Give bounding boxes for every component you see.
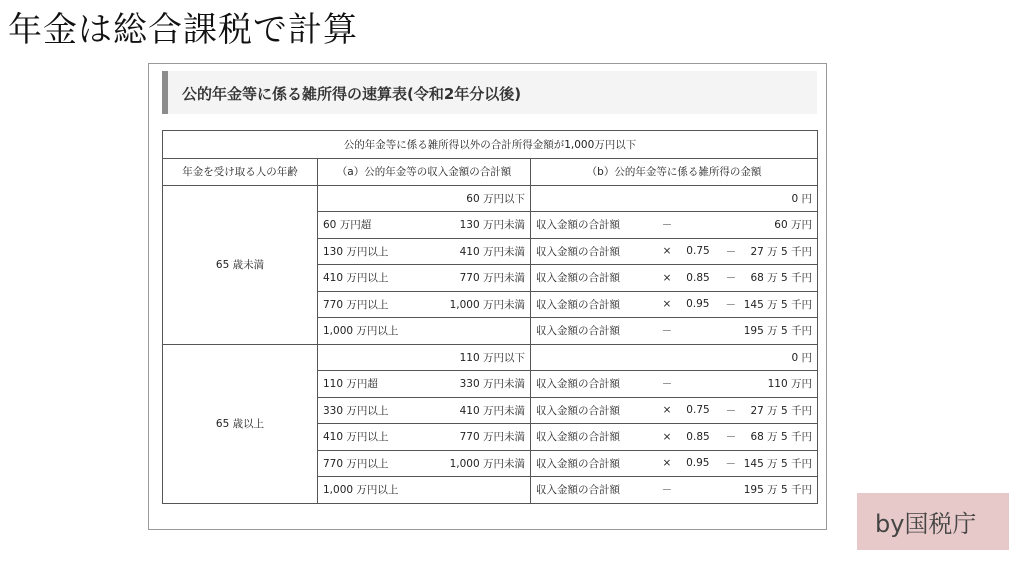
income-range-cell: [318, 291, 531, 318]
formula-label: 収入金額の合計額: [536, 298, 620, 311]
table-row: [163, 185, 818, 212]
misc-income-cell: [531, 265, 818, 292]
range-to: 130 万円未満: [459, 219, 525, 232]
misc-income-cell: [531, 477, 818, 504]
range-to: 1,000 万円未満: [449, 298, 525, 311]
formula-operator: －: [725, 272, 737, 285]
income-range-cell: [318, 265, 531, 292]
formula-operator: －: [725, 431, 737, 444]
range-from: 1,000 万円以上: [323, 325, 399, 338]
formula-label: 収入金額の合計額: [536, 431, 620, 444]
formula-operator: ×: [662, 457, 672, 470]
slide-title: 年金は総合課税で計算: [8, 10, 358, 50]
formula-amount: 0 円: [791, 192, 812, 205]
formula-rate: 0.85: [686, 430, 710, 443]
misc-income-cell: [531, 397, 818, 424]
formula-label: 収入金額の合計額: [536, 272, 620, 285]
formula-label: 収入金額の合計額: [536, 378, 620, 391]
range-from: 330 万円以上: [323, 404, 389, 417]
formula-amount: 68 万 5 千円: [750, 272, 812, 285]
formula-label: 収入金額の合計額: [536, 457, 620, 470]
range-from: 410 万円以上: [323, 431, 389, 444]
income-range-cell: [318, 185, 531, 212]
range-from: 130 万円以上: [323, 245, 389, 258]
panel-header: [162, 71, 817, 114]
range-from: 110 万円超: [323, 378, 378, 391]
formula-amount: 0 円: [791, 351, 812, 364]
formula-amount: 195 万 5 千円: [743, 325, 812, 338]
income-range-cell: [318, 344, 531, 371]
formula-operator: －: [725, 404, 737, 417]
formula-label: 収入金額の合計額: [536, 245, 620, 258]
income-range-cell: [318, 450, 531, 477]
formula-amount: 195 万 5 千円: [743, 484, 812, 497]
formula-rate: 0.75: [686, 404, 710, 417]
header-misc-income: （b）公的年金等に係る雑所得の金額: [531, 159, 818, 186]
misc-income-cell: [531, 344, 818, 371]
formula-label: 収入金額の合計額: [536, 219, 620, 232]
range-from: 770 万円以上: [323, 457, 389, 470]
formula-amount: 60 万円: [774, 219, 812, 232]
income-range-cell: [318, 212, 531, 239]
table-row: [163, 344, 818, 371]
income-range-cell: [318, 477, 531, 504]
formula-rate: 0.95: [686, 298, 710, 311]
formula-label: 収入金額の合計額: [536, 404, 620, 417]
range-to: 60 万円以下: [466, 192, 525, 205]
formula-rate: 0.75: [686, 245, 710, 258]
formula-operator: －: [725, 457, 737, 470]
pension-rate-table: [162, 130, 818, 504]
formula-operator: ×: [662, 298, 672, 311]
range-to: 110 万円以下: [459, 351, 525, 364]
misc-income-cell: [531, 424, 818, 451]
source-badge-text: by国税庁: [875, 510, 977, 538]
range-from: 1,000 万円以上: [323, 484, 399, 497]
formula-operator: ×: [662, 404, 672, 417]
formula-operator: －: [661, 325, 673, 338]
range-from: 60 万円超: [323, 219, 372, 232]
header-age: 年金を受け取る人の年齢: [163, 159, 318, 186]
source-badge: [857, 493, 1009, 550]
header-income-total: （a）公的年金等の収入金額の合計額: [318, 159, 531, 186]
table-caption-row: [163, 131, 818, 159]
formula-amount: 27 万 5 千円: [750, 245, 812, 258]
formula-amount: 110 万円: [767, 378, 812, 391]
formula-amount: 68 万 5 千円: [750, 431, 812, 444]
misc-income-cell: [531, 318, 818, 345]
formula-operator: －: [725, 245, 737, 258]
formula-label: 収入金額の合計額: [536, 484, 620, 497]
range-from: 770 万円以上: [323, 298, 389, 311]
income-range-cell: [318, 424, 531, 451]
panel-header-text: 公的年金等に係る雑所得の速算表(令和2年分以後): [182, 85, 522, 103]
range-to: 770 万円未満: [459, 431, 525, 444]
formula-amount: 145 万 5 千円: [743, 457, 812, 470]
age-group-cell: 65 歳未満: [163, 185, 318, 344]
formula-operator: －: [661, 219, 673, 232]
formula-rate: 0.85: [686, 271, 710, 284]
misc-income-cell: [531, 291, 818, 318]
formula-label: 収入金額の合計額: [536, 325, 620, 338]
formula-operator: ×: [662, 430, 672, 443]
formula-operator: ×: [662, 271, 672, 284]
table-caption: 公的年金等に係る雑所得以外の合計所得金額が1,000万円以下: [163, 131, 818, 159]
formula-operator: ×: [662, 245, 672, 258]
range-to: 410 万円未満: [459, 404, 525, 417]
formula-operator: －: [661, 378, 673, 391]
rate-table-panel: [148, 63, 827, 530]
misc-income-cell: [531, 450, 818, 477]
formula-rate: 0.95: [686, 457, 710, 470]
formula-amount: 145 万 5 千円: [743, 298, 812, 311]
income-range-cell: [318, 371, 531, 398]
income-range-cell: [318, 397, 531, 424]
formula-operator: －: [725, 298, 737, 311]
formula-operator: －: [661, 484, 673, 497]
income-range-cell: [318, 238, 531, 265]
range-from: 410 万円以上: [323, 272, 389, 285]
range-to: 770 万円未満: [459, 272, 525, 285]
misc-income-cell: [531, 371, 818, 398]
formula-amount: 27 万 5 千円: [750, 404, 812, 417]
misc-income-cell: [531, 238, 818, 265]
range-to: 410 万円未満: [459, 245, 525, 258]
income-range-cell: [318, 318, 531, 345]
table-header-row: [163, 159, 818, 186]
misc-income-cell: [531, 185, 818, 212]
misc-income-cell: [531, 212, 818, 239]
range-to: 330 万円未満: [459, 378, 525, 391]
age-group-cell: 65 歳以上: [163, 344, 318, 503]
range-to: 1,000 万円未満: [449, 457, 525, 470]
